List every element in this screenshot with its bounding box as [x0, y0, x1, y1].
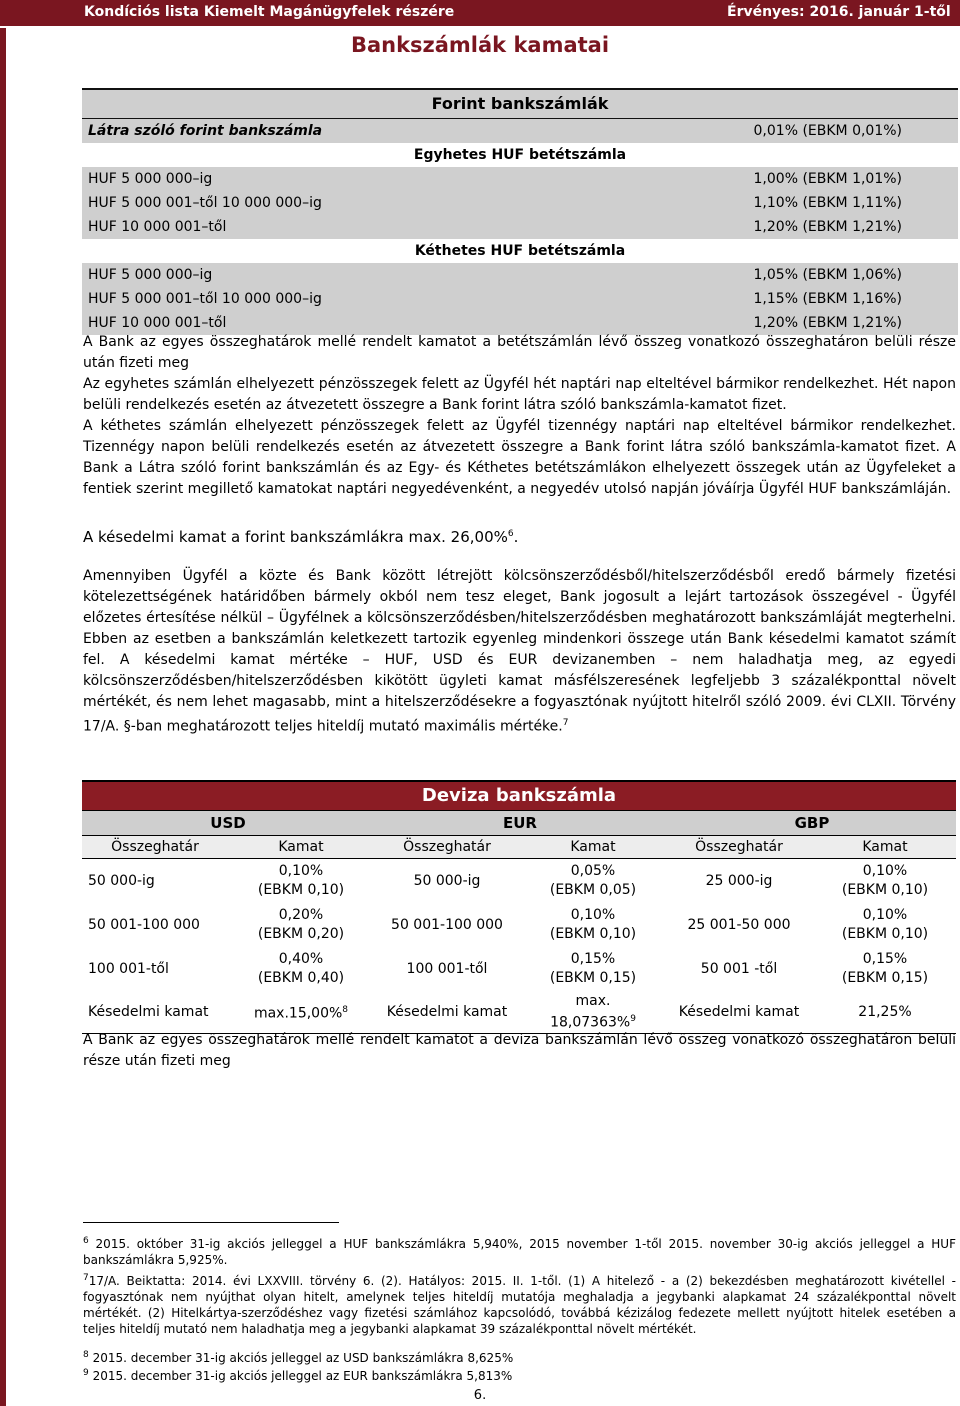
rate-ebkm: (EBKM 0,40) — [257, 970, 345, 986]
row-label: HUF 10 000 001–től — [88, 315, 227, 331]
footnote-divider — [83, 1222, 339, 1223]
rate-value: 0,40% — [278, 951, 324, 967]
eur-late-rate — [520, 991, 666, 1033]
eur-rate — [520, 947, 666, 991]
row-label: HUF 5 000 000–ig — [88, 171, 213, 187]
table-row — [82, 859, 956, 903]
subheader-rate: Kamat — [278, 839, 324, 855]
page-title: Bankszámlák kamatai — [350, 33, 610, 57]
subheader-amount: Összeghatár — [695, 839, 783, 855]
table-row — [82, 215, 958, 239]
table-row — [82, 263, 958, 287]
row-value: 1,10% (EBKM 1,11%) — [753, 195, 902, 211]
deviza-note — [83, 1030, 956, 1072]
latra-value: 0,01% (EBKM 0,01%) — [753, 123, 902, 139]
late-label-gbp: Késedelmi kamat — [678, 1004, 800, 1020]
page-number: 6. — [473, 1388, 487, 1403]
row-label: HUF 10 000 001–től — [88, 219, 227, 235]
eur-amount: 50 001-100 000 — [391, 916, 503, 933]
left-margin-rule — [0, 28, 6, 1406]
rate-ebkm: (EBKM 0,10) — [549, 926, 637, 942]
rate-value: 0,10% — [862, 863, 908, 879]
row-value: 1,20% (EBKM 1,21%) — [753, 219, 902, 235]
gbp-rate — [812, 947, 958, 991]
rate-value: 0,10% — [862, 907, 908, 923]
rate-ebkm: (EBKM 0,15) — [841, 970, 929, 986]
footnote-7 — [83, 1270, 956, 1337]
footnote-8 — [83, 1347, 956, 1366]
rate-value: 0,05% — [570, 863, 616, 879]
usd-amount: 50 001-100 000 — [88, 916, 200, 933]
table-row — [82, 947, 956, 991]
footnote-ref-6: 6 — [507, 529, 514, 539]
kethetes-heading-row — [82, 239, 958, 263]
table-row — [82, 903, 956, 947]
egyhetes-heading: Egyhetes HUF betétszámla — [413, 147, 627, 163]
rate-ebkm: (EBKM 0,05) — [549, 882, 637, 898]
header-right: Érvényes: 2016. január 1-től — [727, 4, 951, 20]
footnote-number: 7 — [83, 1273, 89, 1283]
eur-amount: 100 001-től — [406, 960, 488, 977]
late-value: max.15,00% — [253, 1005, 343, 1022]
late-value: 18,07363% — [550, 1014, 631, 1031]
usd-amount: 100 001-től — [88, 960, 169, 977]
subheader-amount: Összeghatár — [111, 839, 199, 855]
eur-rate — [520, 859, 666, 903]
kethetes-heading: Kéthetes HUF betétszámla — [414, 243, 626, 259]
rate-value: 0,10% — [570, 907, 616, 923]
row-value: 1,20% (EBKM 1,21%) — [753, 315, 902, 331]
late-label-usd: Késedelmi kamat — [88, 1004, 209, 1020]
late-interest-note — [83, 524, 956, 548]
paragraph-1: A Bank az egyes összeghatárok mellé rendelt kamatot a betétszámlán lévő összeg vonatkozó összeghatáron belüli része után fizeti meg — [83, 334, 956, 371]
footnote-ref-9: 9 — [630, 1014, 636, 1025]
subheader-rate: Kamat — [570, 839, 616, 855]
footnote-9 — [83, 1365, 956, 1384]
deviza-heading: Deviza bankszámla — [82, 780, 956, 810]
footnote-number: 6 — [83, 1236, 89, 1246]
egyhetes-heading-row — [82, 143, 958, 167]
late-interest-end: . — [513, 528, 519, 546]
row-label: HUF 5 000 001–től 10 000 000–ig — [88, 195, 322, 211]
gbp-amount: 25 001-50 000 — [687, 916, 791, 933]
late-interest-row — [82, 991, 956, 1034]
gbp-late-rate: 21,25% — [858, 1004, 912, 1020]
footnote-number: 8 — [83, 1350, 89, 1360]
deviza-table — [82, 780, 956, 1034]
paragraph-3: A kéthetes számlán elhelyezett pénzösszegek felett az Ügyfél tizennégy naptári nap elteltével bármikor rendelkezhet. Tizennégy napon belüli rendelkezés esetén az átvezetett összegre a Bank forint látra szóló bankszámla-kamatot fizet. A Bank a Látra szóló forint bankszámlán és az Egy- és Kéthetes betétszámlákon elhelyezett összegek után az Ügyfeleket a fentiek szerint megillető kamatokat naptári negyedévenként, a negyedév utolsó napján jóváírja Ügyfél HUF bankszámláján. — [83, 418, 956, 497]
gbp-rate — [812, 859, 958, 903]
header-left: Kondíciós lista Kiemelt Magánügyfelek részére — [84, 4, 455, 20]
footnote-number: 9 — [83, 1368, 89, 1378]
forint-notes — [83, 332, 956, 500]
currency-row — [82, 810, 956, 836]
footnote-ref-7: 7 — [562, 718, 569, 728]
rate-value: 0,15% — [570, 951, 616, 967]
rate-value: 0,15% — [862, 951, 908, 967]
table-row — [82, 167, 958, 191]
eur-amount: 50 000-ig — [413, 872, 481, 889]
rate-value: 0,10% — [278, 863, 324, 879]
row-value: 1,15% (EBKM 1,16%) — [753, 291, 902, 307]
row-value: 1,05% (EBKM 1,06%) — [753, 267, 902, 283]
late-interest-text: A késedelmi kamat a forint bankszámlákra max. 26,00% — [83, 528, 508, 546]
gbp-amount: 25 000-ig — [705, 872, 773, 889]
gbp-rate — [812, 903, 958, 947]
late-label-eur: Késedelmi kamat — [386, 1004, 508, 1020]
usd-rate — [228, 947, 374, 991]
paragraph-6: A Bank az egyes összeghatárok mellé rendelt kamatot a deviza bankszámlán lévő összeg vonatkozó összeghatáron belüli része után fizeti meg — [83, 1032, 956, 1069]
paragraph-2: Az egyhetes számlán elhelyezett pénzösszegek felett az Ügyfél hét naptári nap elteltével bármikor rendelkezhet. Hét napon belüli rendelkezés esetén az átvezetett összegre a Bank forint látra szóló bankszámla-kamatot fizet. — [83, 376, 956, 413]
late-interest-detail — [83, 566, 956, 738]
currency-gbp: GBP — [794, 814, 830, 832]
latra-row — [82, 119, 958, 143]
table-row — [82, 287, 958, 311]
footnote-text: 2015. október 31-ig akciós jelleggel a HUF bankszámlákra 5,940%, 2015 november 1-től 2015. november 30-ig akciós jelleggel a HUF bankszámlákra 5,925%. — [83, 1237, 956, 1267]
gbp-amount: 50 001 -től — [700, 960, 778, 977]
row-value: 1,00% (EBKM 1,01%) — [753, 171, 902, 187]
rate-ebkm: (EBKM 0,20) — [257, 926, 345, 942]
subheader-row — [82, 836, 956, 859]
forint-table — [82, 88, 958, 335]
rate-ebkm: (EBKM 0,10) — [257, 882, 345, 898]
row-label: HUF 5 000 000–ig — [88, 267, 213, 283]
page-header — [0, 0, 960, 26]
footnote-text: 17/A. Beiktatta: 2014. évi LXXVIII. törvény 6. (2). Hatályos: 2015. II. 1-től. (1) A hitelező - a (2) bekezdésben meghatározott kivétellel - fogyasztónak nem nyújthat olyan hitelt, amelynek teljes hiteldíj mutatója meghaladja a jegybanki alapkamat 24 százalékponttal növelt mértékét. (2) Hitelkártya-szerződéshez vagy fizetési számlához kapcsolódó, továbbá kézizálog fedezete mellett nyújtott hitelek esetében a teljes hiteldíj mutató nem haladhatja meg a jegybanki alapkamat 39 százalékponttal növelt mértékét. — [83, 1274, 956, 1336]
currency-eur: EUR — [503, 814, 537, 832]
subheader-amount: Összeghatár — [403, 839, 491, 855]
footnote-ref-8: 8 — [342, 1005, 349, 1016]
rate-ebkm: (EBKM 0,10) — [841, 926, 929, 942]
subheader-rate: Kamat — [862, 839, 908, 855]
footnote-6 — [83, 1233, 956, 1268]
row-label: HUF 5 000 001–től 10 000 000–ig — [88, 291, 322, 307]
usd-rate — [228, 859, 374, 903]
rate-ebkm: (EBKM 0,15) — [549, 970, 637, 986]
latra-label: Látra szóló forint bankszámla — [88, 123, 323, 139]
footnote-text: 2015. december 31-ig akciós jelleggel az EUR bankszámlákra 5,813% — [92, 1369, 513, 1383]
late-max: max. — [575, 993, 611, 1010]
rate-ebkm: (EBKM 0,10) — [841, 882, 929, 898]
currency-usd: USD — [210, 814, 246, 832]
usd-rate — [228, 903, 374, 947]
usd-late-rate — [228, 991, 374, 1033]
forint-heading: Forint bankszámlák — [82, 88, 958, 119]
footnote-text: 2015. december 31-ig akciós jelleggel az USD bankszámlákra 8,625% — [92, 1351, 514, 1365]
rate-value: 0,20% — [278, 907, 324, 923]
eur-rate — [520, 903, 666, 947]
usd-amount: 50 000-ig — [88, 872, 155, 889]
table-row — [82, 191, 958, 215]
paragraph-5: Amennyiben Ügyfél a közte és Bank között létrejött kölcsönszerződésből/hitelszerződésből eredő bármely fizetési kötelezettségének határidőben bármely okból nem tesz eleget, Bank jogosult a lejárt tartozások összegével - Ügyfél előzetes értesítése nélkül – Ügyfélnek a kölcsönszerződésben/hitelszerződésben meghatározott bankszámláját megterhelni. Ebben az esetben a bankszámlán keletkezett tartozik egyenleg mindenkori összege után Bank késedelmi kamatot számít fel. A késedelmi kamat mértéke – HUF, USD és EUR devizanemben – nem haladhatja meg, az egyedi kölcsönszerződésben/hitelszerződésben kikötött ügyleti kamat másfélszeresének legfeljebb 3 százalékponttal növelt mértékét, és nem lehet magasabb, mint a hitelszerződésekre a fogyasztónak nyújtott hitelről szóló 2009. évi CLXII. Törvény 17/A. §-ban meghatározott teljes hiteldíj mutató maximális mértéke. — [83, 568, 956, 735]
